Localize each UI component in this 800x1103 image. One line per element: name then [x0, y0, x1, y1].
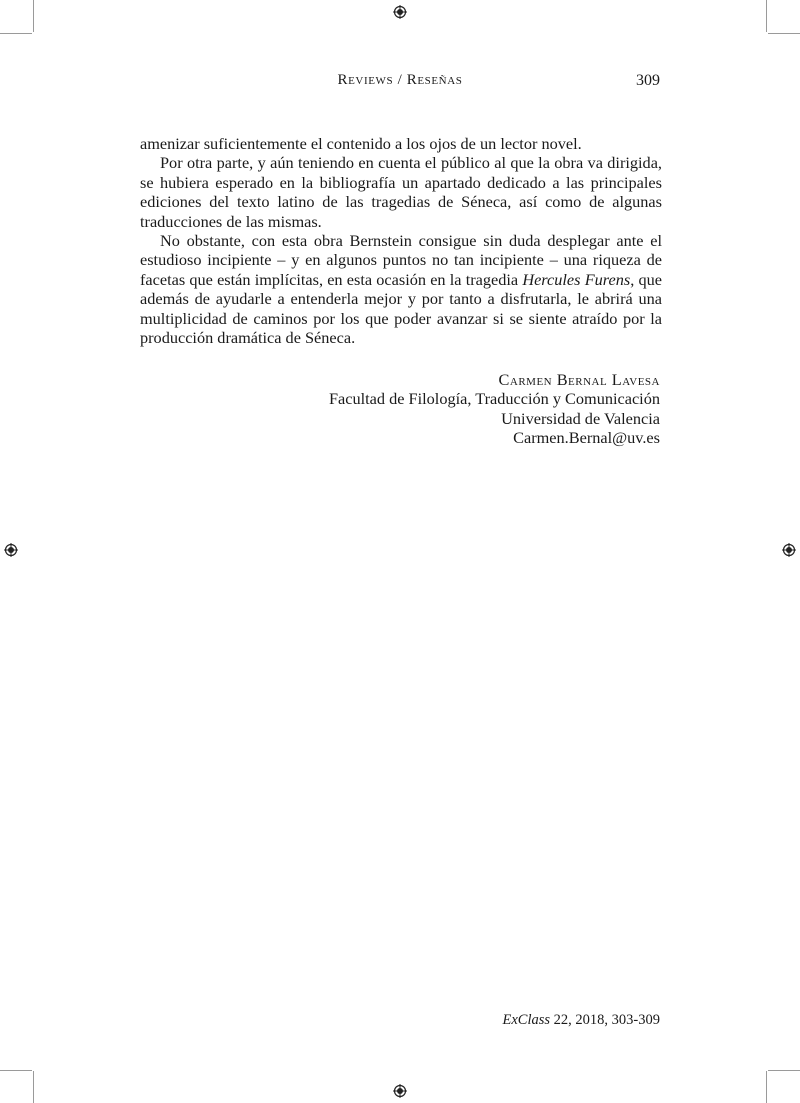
- registration-mark-icon: [4, 543, 18, 557]
- journal-footer: [503, 1012, 661, 1029]
- registration-mark-icon: [782, 543, 796, 557]
- crop-mark: [766, 0, 767, 32]
- signature-block: [329, 370, 660, 448]
- crop-mark: [0, 33, 32, 34]
- crop-mark: [766, 1071, 767, 1103]
- paragraph: amenizar suficientemente el contenido a los ojos de un lector novel.: [140, 134, 582, 153]
- crop-mark: [768, 33, 800, 34]
- paragraph: No obstante, con esta obra Bernstein consigue sin duda desplegar ante el estudioso incipiente – y en algunos puntos no tan incipiente – una riqueza de facetas que están implícitas, en esta ocasión en la tragedia Hercules Furens, que además de ayudarle a entenderla mejor y por tanto a disfrutarla, le abrirá una multiplicidad de caminos por los que poder avanzar si se siente atraído por la producción dramática de Séneca.: [140, 231, 662, 348]
- crop-mark: [768, 1070, 800, 1071]
- body-text: [140, 134, 662, 347]
- author-faculty: Facultad de Filología, Traducción y Comunicación: [328, 389, 660, 409]
- journal-name: ExClass: [502, 1012, 551, 1028]
- journal-citation: 22, 2018, 303-309: [550, 1012, 660, 1028]
- registration-mark-icon: [393, 5, 407, 19]
- work-title: Hercules Furens: [522, 269, 631, 289]
- crop-mark: [33, 0, 34, 32]
- author-university: Universidad de Valencia: [501, 408, 660, 428]
- running-title: Reviews / Reseñas: [337, 72, 463, 88]
- running-header: [140, 72, 660, 96]
- paragraph: Por otra parte, y aún teniendo en cuenta el público al que la obra va dirigida, se hubiera esperado en la bibliografía un apartado dedicado a las principales ediciones del texto latino de las tragedias de Séneca, así como de algunas traducciones de las mismas.: [140, 153, 662, 231]
- author-name: Carmen Bernal Lavesa: [498, 370, 660, 389]
- page-number: 309: [636, 72, 660, 89]
- crop-mark: [0, 1070, 32, 1071]
- author-email: Carmen.Bernal@uv.es: [513, 428, 660, 448]
- crop-mark: [33, 1071, 34, 1103]
- registration-mark-icon: [393, 1084, 407, 1098]
